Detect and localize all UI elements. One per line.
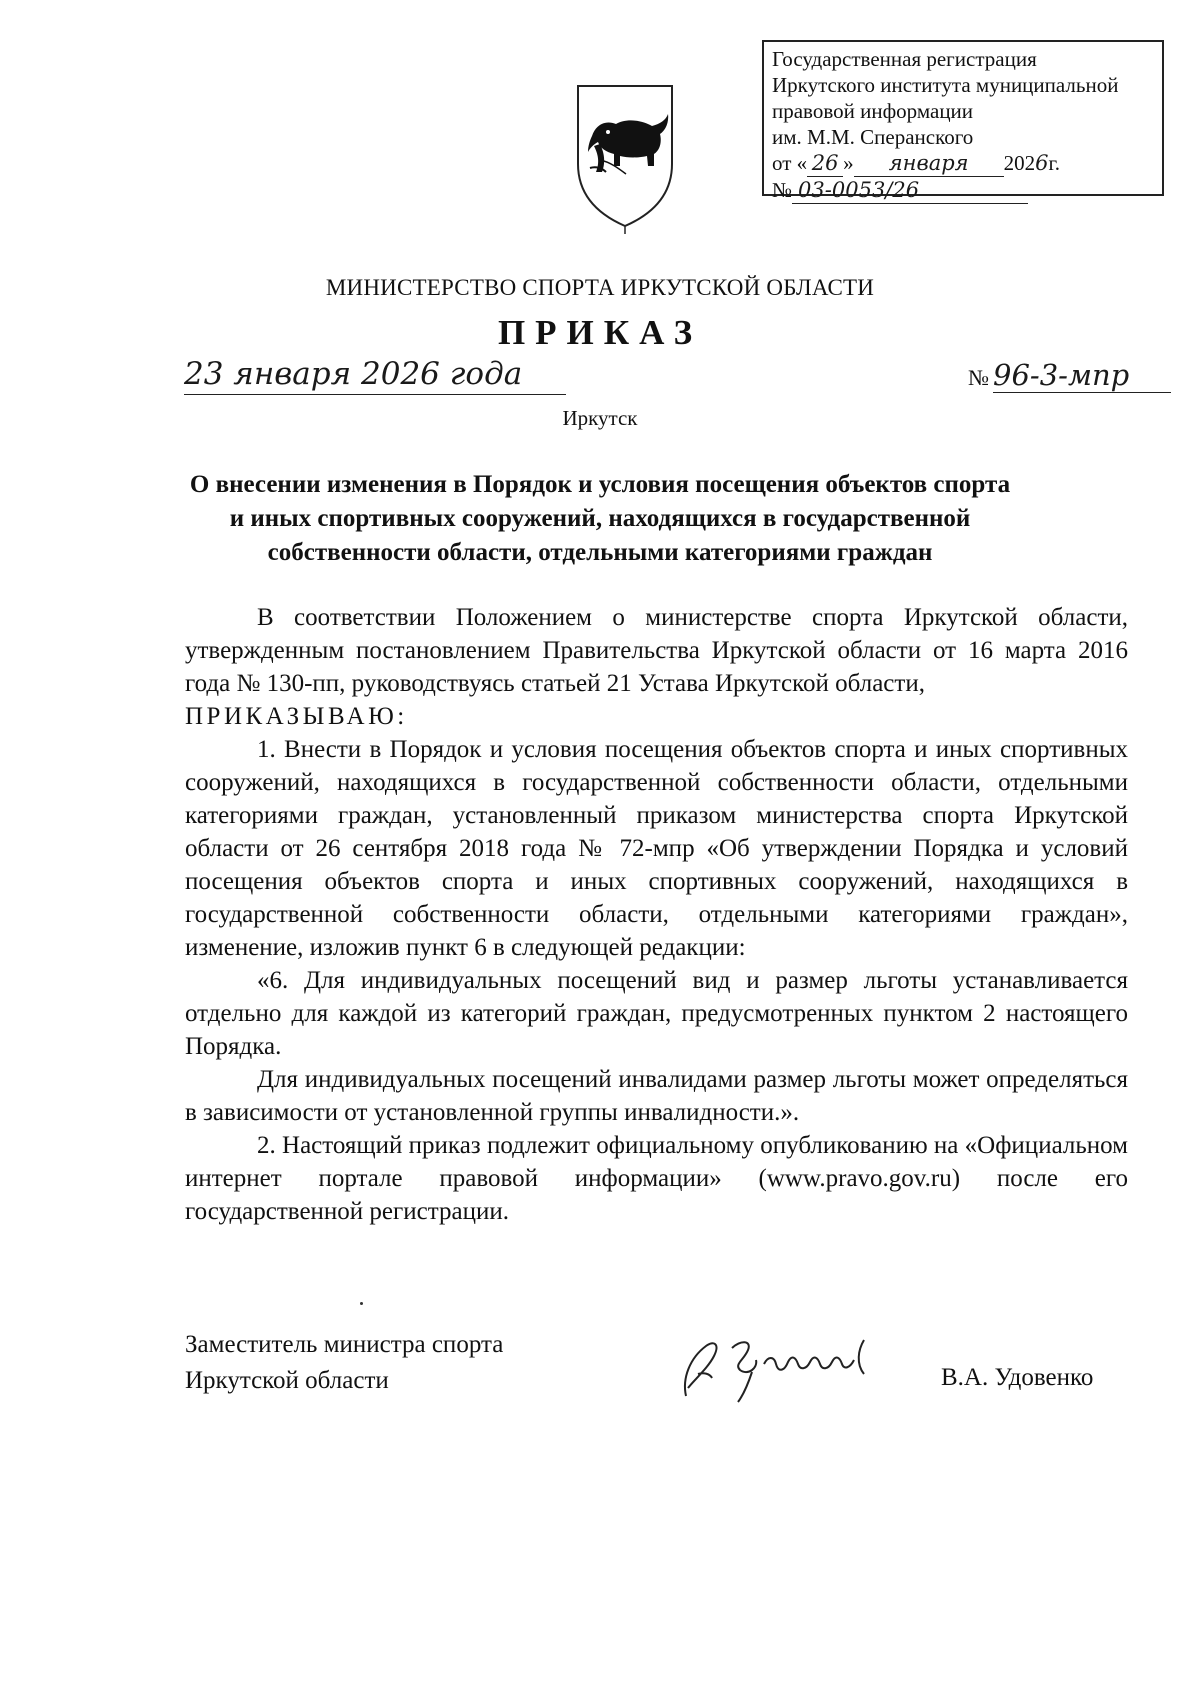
item-2-paragraph: 2. Настоящий приказ подлежит официальному опубликованию на «Официальном интернет портале правовой информации» (www.pravo.gov.ru) после его государственной регистрации.	[185, 1132, 1128, 1225]
city: Иркутск	[562, 406, 638, 430]
registration-line: Государственная регистрация	[772, 47, 1037, 71]
registration-date-year-prefix: 202	[1003, 151, 1036, 175]
order-number-prefix: №	[968, 365, 989, 390]
registration-stamp	[762, 40, 1164, 202]
registration-number-value: 03-0053/26	[792, 177, 1028, 204]
registration-number-prefix: №	[772, 178, 793, 202]
registration-date-day: 26	[807, 150, 843, 177]
ministry-name: МИНИСТЕРСТВО СПОРТА ИРКУТСКОЙ ОБЛАСТИ	[325, 275, 875, 300]
document-body	[185, 601, 1128, 1228]
preamble-paragraph: В соответствии Положением о министерстве спорта Иркутской области, утвержденным постановлением Правительства Иркутской области от 16 марта 2016 года № 130-пп, руководствуясь статьей 21 Устава Иркутской области,	[185, 604, 1128, 697]
item-1-paragraph: 1. Внести в Порядок и условия посещения объектов спорта и иных спортивных сооружений, находящихся в государственной собственности области, отдельными категориями граждан, установленный приказом министерства спорта Иркутской области от 26 сентября 2018 года № 72-мпр «Об утверждении Порядка и условий посещения объектов спорта и иных спортивных сооружений, находящихся в государственной собственности области, отдельными категориями граждан», изменение, изложив пункт 6 в следующей редакции:	[185, 736, 1128, 961]
stray-mark	[360, 1302, 363, 1305]
signer-position-line: Заместитель министра спорта	[185, 1331, 504, 1358]
registration-line: правовой информации	[772, 99, 974, 123]
order-number	[968, 358, 1171, 393]
signer-position	[185, 1327, 503, 1399]
registration-line: Иркутского института муниципальной	[772, 73, 1119, 97]
registration-date-prefix: от «	[772, 151, 808, 175]
signer-position-line: Иркутской области	[185, 1367, 389, 1394]
registration-number	[772, 177, 1162, 204]
coat-of-arms-emblem	[570, 76, 680, 236]
registration-line: им. М.М. Сперанского	[772, 125, 974, 149]
document-type: ПРИКАЗ	[497, 313, 703, 352]
handwritten-signature	[668, 1318, 908, 1408]
order-word: ПРИКАЗЫВАЮ:	[185, 703, 408, 730]
order-date: 23 января 2026 года	[184, 356, 566, 395]
order-number-value: 96-3-мпр	[993, 358, 1171, 393]
item-1-quote-paragraph: «6. Для индивидуальных посещений вид и размер льготы устанавливается отдельно для каждой из категорий граждан, предусмотренных пунктом 2 настоящего Порядка.	[185, 967, 1128, 1060]
registration-date-month: января	[854, 150, 1004, 177]
registration-date-year-last: 6	[1035, 151, 1049, 175]
registration-date-mid: »	[843, 151, 854, 175]
document-title: О внесении изменения в Порядок и условия посещения объектов спорта и иных спортивных сооружений, находящихся в государственной собственности области, отдельными категориями граждан	[189, 471, 1011, 566]
registration-date-suffix: г.	[1048, 151, 1061, 175]
item-1-quote-paragraph: Для индивидуальных посещений инвалидами размер льготы может определяться в зависимости от установленной группы инвалидности.».	[185, 1066, 1128, 1126]
signer-name: В.А. Удовенко	[941, 1364, 1094, 1391]
registration-date	[772, 150, 1162, 177]
